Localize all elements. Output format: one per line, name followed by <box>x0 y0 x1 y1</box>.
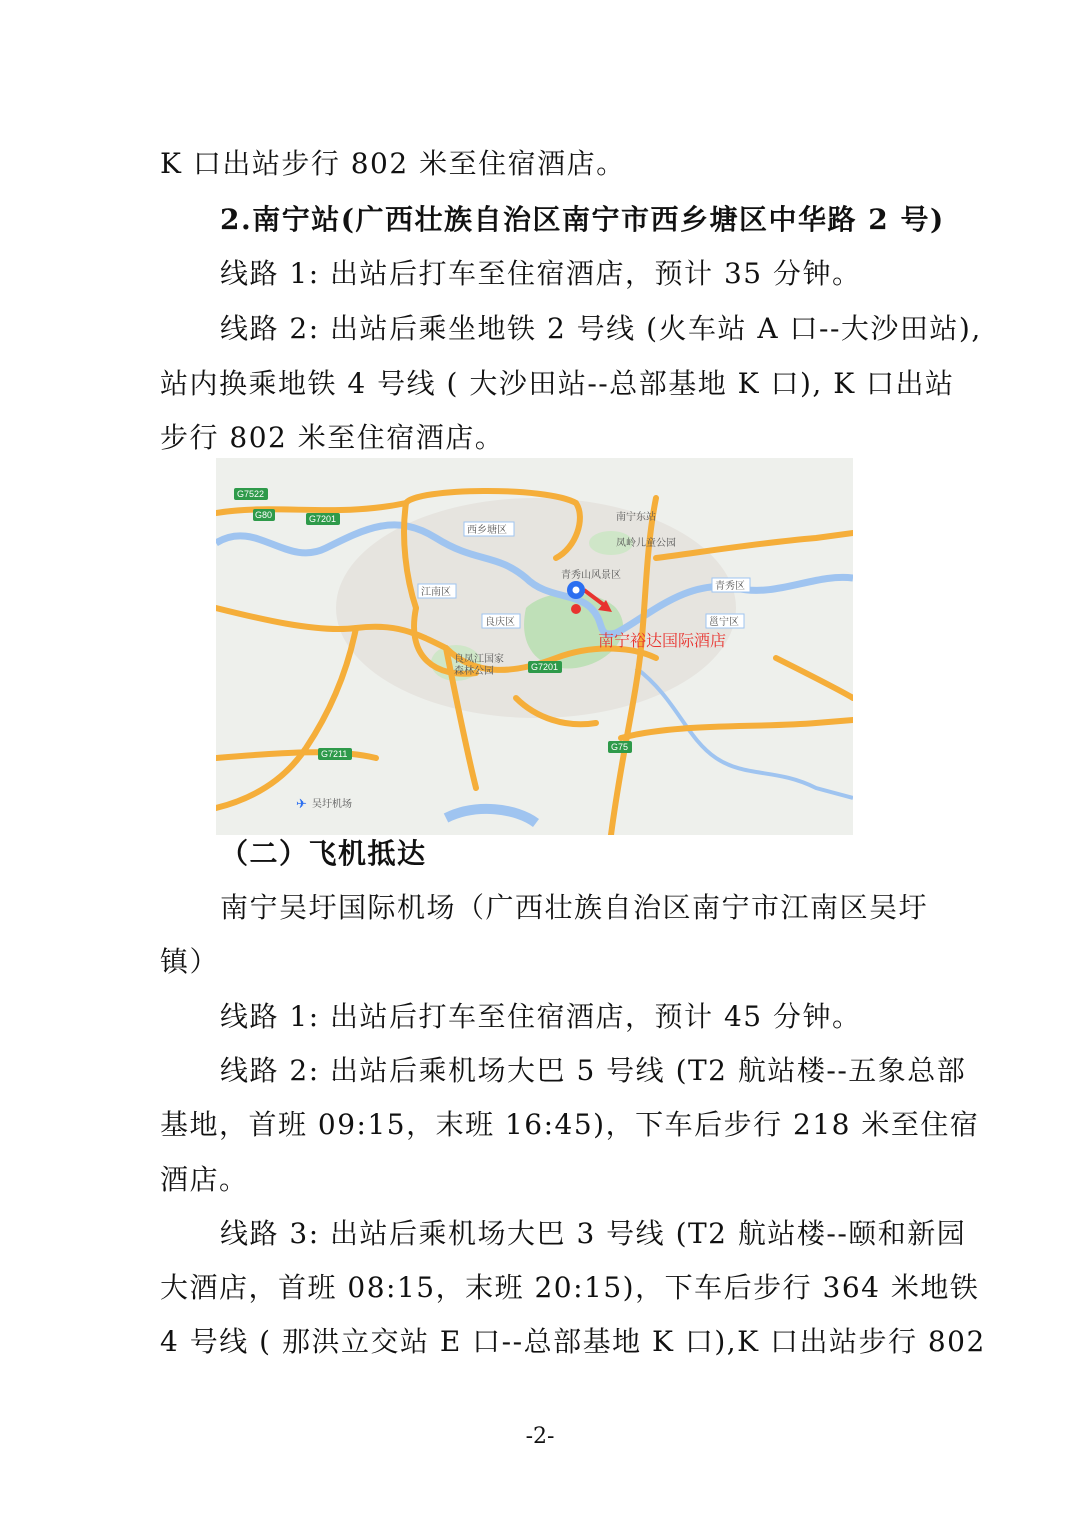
hotel-label: 南宁裕达国际酒店 <box>598 631 727 650</box>
label-liangfengjiang-2: 森林公园 <box>454 666 494 677</box>
badge-g7201: G7201 <box>309 514 337 524</box>
label-qingxiu: 青秀区 <box>715 581 745 592</box>
label-xixiangtang: 西乡塘区 <box>467 525 507 536</box>
badge-g7201: G7201 <box>531 662 559 672</box>
air-route-2-line1 <box>220 1043 980 1098</box>
section-heading-plane <box>220 826 980 881</box>
route-1 <box>220 246 980 301</box>
text-line: 线路 1: 出站后打车至住宿酒店，预计 45 分钟。 <box>220 1000 862 1033</box>
label-jiangnan: 江南区 <box>421 587 451 598</box>
text-line: 线路 3: 出站后乘机场大巴 3 号线 (T2 航站楼--颐和新园 <box>220 1217 967 1250</box>
route-2-line2 <box>160 356 955 411</box>
label-liangqing: 良庆区 <box>485 617 515 628</box>
badge-g7522: G7522 <box>237 489 265 499</box>
label-wuxu-airport: 吴圩机场 <box>312 799 352 810</box>
air-route-1 <box>220 989 980 1044</box>
airport-name-line2 <box>160 934 920 989</box>
paragraph-continuation <box>160 136 920 191</box>
text-line: （二）飞机抵达 <box>220 837 427 870</box>
air-route-3-line3 <box>160 1314 986 1369</box>
air-route-2-line2 <box>160 1097 980 1152</box>
air-route-3-line1 <box>220 1206 980 1261</box>
route-2-line3 <box>160 410 920 465</box>
text-line: 线路 2: 出站后乘机场大巴 5 号线 (T2 航站楼--五象总部 <box>220 1054 967 1087</box>
route-map <box>216 458 853 835</box>
text-line: 线路 1: 出站后打车至住宿酒店，预计 35 分钟。 <box>220 257 862 290</box>
label-fengling-park: 凤岭儿童公园 <box>616 538 676 549</box>
airplane-icon: ✈ <box>296 797 307 812</box>
badge-g80: G80 <box>255 510 273 520</box>
air-route-3-line2 <box>160 1260 980 1315</box>
text-line: 南宁吴圩国际机场（广西壮族自治区南宁市江南区吴圩 <box>220 891 929 924</box>
page-number: -2- <box>525 1424 555 1449</box>
hotel-marker-icon <box>571 604 581 614</box>
text-line: 基地，首班 09:15，末班 16:45)，下车后步行 218 米至住宿 <box>160 1108 980 1141</box>
route-2-line1 <box>220 301 980 356</box>
badge-g7211: G7211 <box>321 749 348 759</box>
airport-name-line1 <box>220 880 980 935</box>
text-line: 大酒店，首班 08:15，末班 20:15)，下车后步行 364 米地铁 <box>160 1271 980 1304</box>
air-route-2-line3 <box>160 1152 920 1207</box>
text-line: 4 号线 ( 那洪立交站 E 口--总部基地 K 口),K 口出站步行 802 <box>160 1325 986 1358</box>
label-yongning: 邕宁区 <box>709 617 739 628</box>
text-line: 步行 802 米至住宿酒店。 <box>160 421 505 454</box>
text-line: 2.南宁站(广西壮族自治区南宁市西乡塘区中华路 2 号) <box>220 203 945 236</box>
label-liangfengjiang-1: 良凤江国家 <box>454 654 504 665</box>
text-line: 线路 2: 出站后乘坐地铁 2 号线 (火车站 A 口--大沙田站), <box>220 312 982 345</box>
map-canvas <box>216 458 853 835</box>
text-line: 镇） <box>160 945 220 978</box>
label-nanning-east: 南宁东站 <box>616 512 656 523</box>
text-line: 站内换乘地铁 4 号线 ( 大沙田站--总部基地 K 口), K 口出站 <box>160 367 955 400</box>
label-qingxiushan: 青秀山风景区 <box>561 570 621 581</box>
text-line: 酒店。 <box>160 1163 249 1196</box>
text-line: K 口出站步行 802 米至住宿酒店。 <box>160 147 626 180</box>
section-title-nanning-station <box>220 192 980 247</box>
badge-g75: G75 <box>611 742 629 752</box>
